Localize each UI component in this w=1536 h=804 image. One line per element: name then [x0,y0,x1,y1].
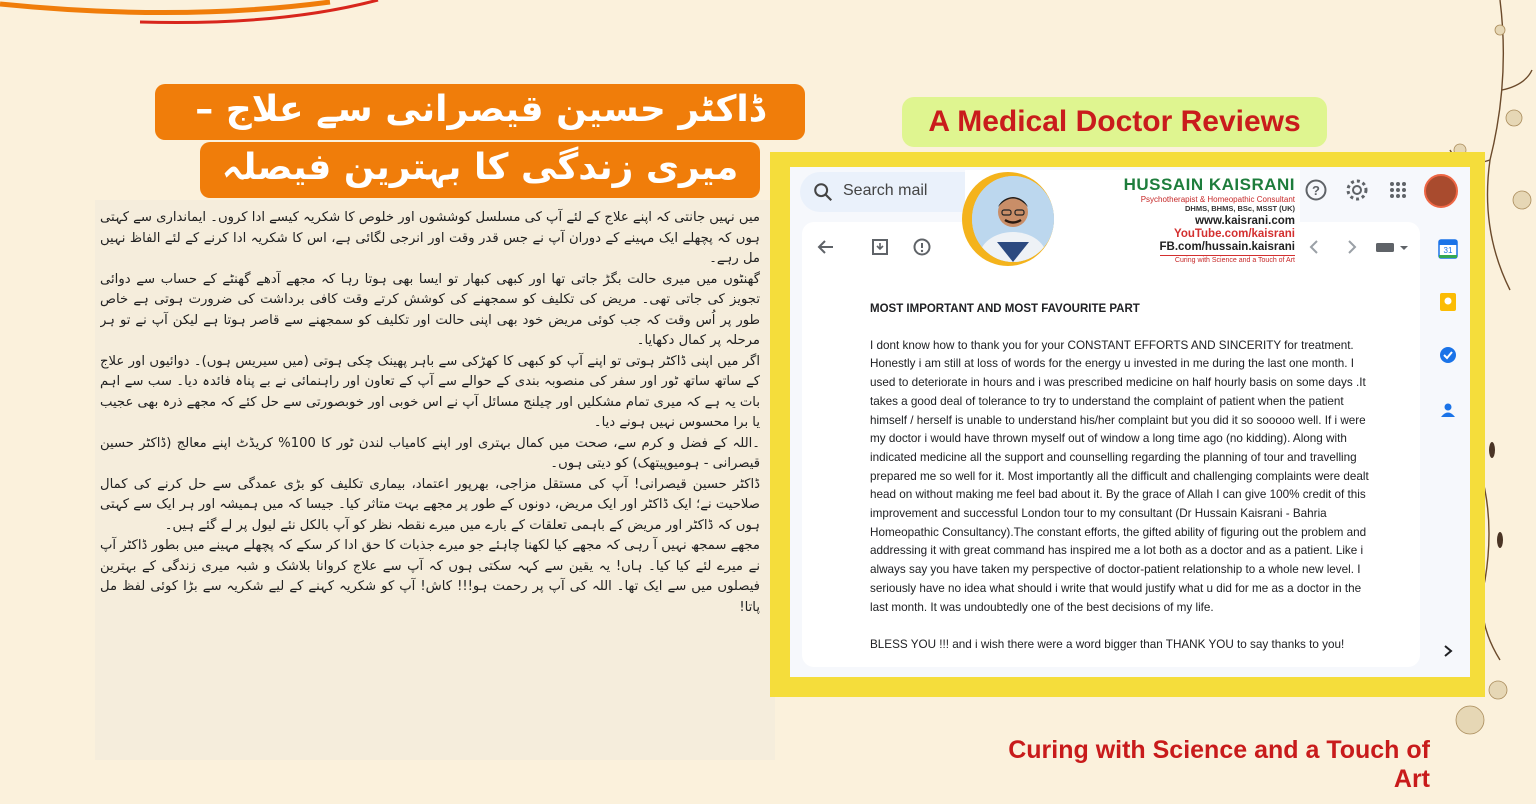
help-icon[interactable] [1303,177,1329,203]
search-input[interactable]: Search mail [843,182,928,199]
brand-name: HUSSAIN KAISRANI [1123,175,1295,194]
brand-tagline: Curing with Science and a Touch of Art [1174,257,1295,264]
svg-text:?: ? [1312,183,1320,198]
gear-icon[interactable] [1344,177,1370,203]
brand-degrees: DHMS, BHMS, BSc, MSST (UK) [1184,204,1295,213]
report-icon[interactable] [910,236,934,258]
expand-icon[interactable] [1440,643,1456,659]
email-closing: BLESS YOU !!! and i wish there were a word bigger than THANK YOU to say thanks to you! [870,637,1345,651]
archive-icon[interactable] [868,236,892,258]
svg-text:31: 31 [1443,246,1453,255]
search-icon[interactable] [812,181,834,203]
keyboard-icon[interactable] [1374,236,1410,258]
contacts-icon[interactable] [1437,399,1459,421]
back-arrow-icon[interactable] [814,236,838,258]
decorative-arcs [0,0,400,30]
brand-youtube: YouTube.com/kaisrani [1174,228,1295,240]
doctor-photo [972,176,1054,262]
urdu-paragraph: میں نہیں جانتی کہ اپنے علاج کے لئے آپ کی مسلسل کوششوں اور خلوص کا شکریہ کیسے ادا کروں۔ ایمانداری سے کہتی ہوں کہ پچھلے ایک مہینے کے دوران آپ نے جس قدر وقت اور انرجی لگائی ہے، اس کا شکریہ ادا کرنے کے لئے الفاظ نہیں مل رہے۔ [100,210,760,266]
urdu-testimonial [100,208,760,733]
brand-website: www.kaisrani.com [1195,215,1295,227]
brand-facebook: FB.com/hussain.kaisrani [1159,241,1295,253]
brand-subtitle: Psychotherapist & Homeopathic Consultant [1140,195,1295,204]
avatar[interactable] [1424,174,1458,208]
chevron-right-icon[interactable] [1340,236,1364,258]
urdu-title-line-1: ڈاکٹر حسین قیصرانی سے علاج – [155,84,805,140]
review-badge: A Medical Doctor Reviews [902,97,1327,147]
urdu-title-line-2: میری زندگی کا بہترین فیصلہ [200,142,760,198]
urdu-title [155,84,805,204]
urdu-paragraph: ۔اللہ کے فضل و کرم سے، صحت میں کمال بہتری اور اپنے کامیاب لندن ٹور کا 100% کریڈٹ اپنے معالج (ڈاکٹر حسین قیصرانی - ہومیوپیتھک) کو دیتی ہوں۔ [100,435,760,471]
chevron-left-icon[interactable] [1302,236,1326,258]
keep-icon[interactable] [1437,291,1459,313]
urdu-paragraph: ڈاکٹر حسین قیصرانی! آپ کی مستقل مزاجی، بھرپور اعتماد، بیماری تکلیف کو بڑی عمدگی سے حل کرنے کی کمال صلاحیت نے؛ ایک ڈاکٹر اور ایک مریض، دونوں کے طور پر مجھے بہت متاثر کیا۔ جیسا کہ میں ہمیشہ اور ہر ایک سے کہتی ہوں کہ ڈاکٹر اور مریض کے باہمی تعلقات کے بارے میں میرے نقطہ نظر کو آپ بالکل نئے لیول پر لے گئے ہیں۔ [100,476,760,533]
email-paragraph: I dont know how to thank you for your CONSTANT EFFORTS AND SINCERITY for treatment. Honestly i am still at loss of words for the energy u invested in me during the last one month. I used to deteriorate in hours and i was prescribed medicine on half hourly basis on some days .It takes a good deal of tolerance to try to understand the complaint of patient when the patient himself / herself is unable to understand his/her complaint but you did it so sooooo well. If i were my doctor i would have thrown myself out of window a long time ago (no kidding). Along with indicated medicine all the support and counselling regarding the planning of tour and travelling prepared me so well for it. Most importantly all the difficult and challenging complaints were dealt head on without making me feel bad about it. By the grace of Allah I can give 100% credit of this improvement and successful London tour to my consultant (Dr Hussain Kaisrani - Bahria Homeopathic Consultancy).The constant efforts, the gifted ability of figuring out the problem and addressing it with great command has inspired me a lot both as a doctor and as a patient. Like i always say you have taken my perspective of doctor-patient relationship to a whole new level. I seriously have no idea what should i write that would justify what u did for me as a doctor in the last month. It was undoubtedly one of the best decisions of my life. [870,338,1369,614]
urdu-paragraph: اگر میں اپنی ڈاکٹر ہوتی تو اپنے آپ کو کبھی کا کھڑکی سے باہر پھینک چکی ہوتی (میں سیریس ہوں)۔ دوائیوں اور علاج کے ساتھ ساتھ ٹور اور سفر کی منصوبہ بندی کے حوالے سے آپ کے تعاون اور راہنمائی نے بے پناہ فائدہ دیا۔ سب سے اہم بات یہ ہے کہ میری تمام مشکلیں اور چیلنج مسائل آپ نے اس خوبی اور خوبصورتی سے حل کئے کہ مجھے ذرہ بھی عجیب یا برا محسوس نہیں ہونے دیا۔ [100,353,760,430]
footer-tagline: Curing with Science and a Touch of Art [1008,736,1430,793]
apps-grid-icon[interactable] [1385,177,1411,203]
email-body [870,300,1370,673]
urdu-paragraph: گھنٹوں میں میری حالت بگڑ جاتی تھا اور کبھی کبھار تو ایسا بھی ہوتا رہا کہ مجھے آدھے گھنٹے کے حساب سے دوائی تجویز کی جاتی تھی۔ مریض کی تکلیف کو سمجھنے کی کوشش کرتے وقت کافی برداشت کی ضرورت ہوتی ہے خاص طور پر اُس وقت کہ جب کوئی مریض خود بھی اپنی حالت اور تکلیف کو سمجھنے سے قاصر ہوتا ہے لیکن آپ نے تو ہر مرحلہ پر کمال دکھایا۔ [100,271,760,348]
calendar-icon[interactable] [1437,238,1459,260]
urdu-paragraph: مجھے سمجھ نہیں آ رہی کہ مجھے کیا لکھنا چاہئے جو میرے جذبات کا حق ادا کر سکے کہ پچھلے مہینے میں بطور ڈاکٹر آپ نے میرے لئے کیا کیا۔ ہاں! یہ یقین سے کہہ سکتی ہوں کہ آپ سے علاج کروانا بلاشک و شبہ میری زندگی کے بہترین فیصلوں میں سے ایک تھا۔ اللہ کی آپ پر رحمت ہو!!! کاش! آپ کو شکریہ کہنے کے لیے شکریہ سے بڑا کوئی لفظ مل پاتا! [100,538,760,615]
tasks-icon[interactable] [1437,344,1459,366]
email-heading: MOST IMPORTANT AND MOST FAVOURITE PART [870,303,1140,315]
brand-divider [1160,255,1295,256]
